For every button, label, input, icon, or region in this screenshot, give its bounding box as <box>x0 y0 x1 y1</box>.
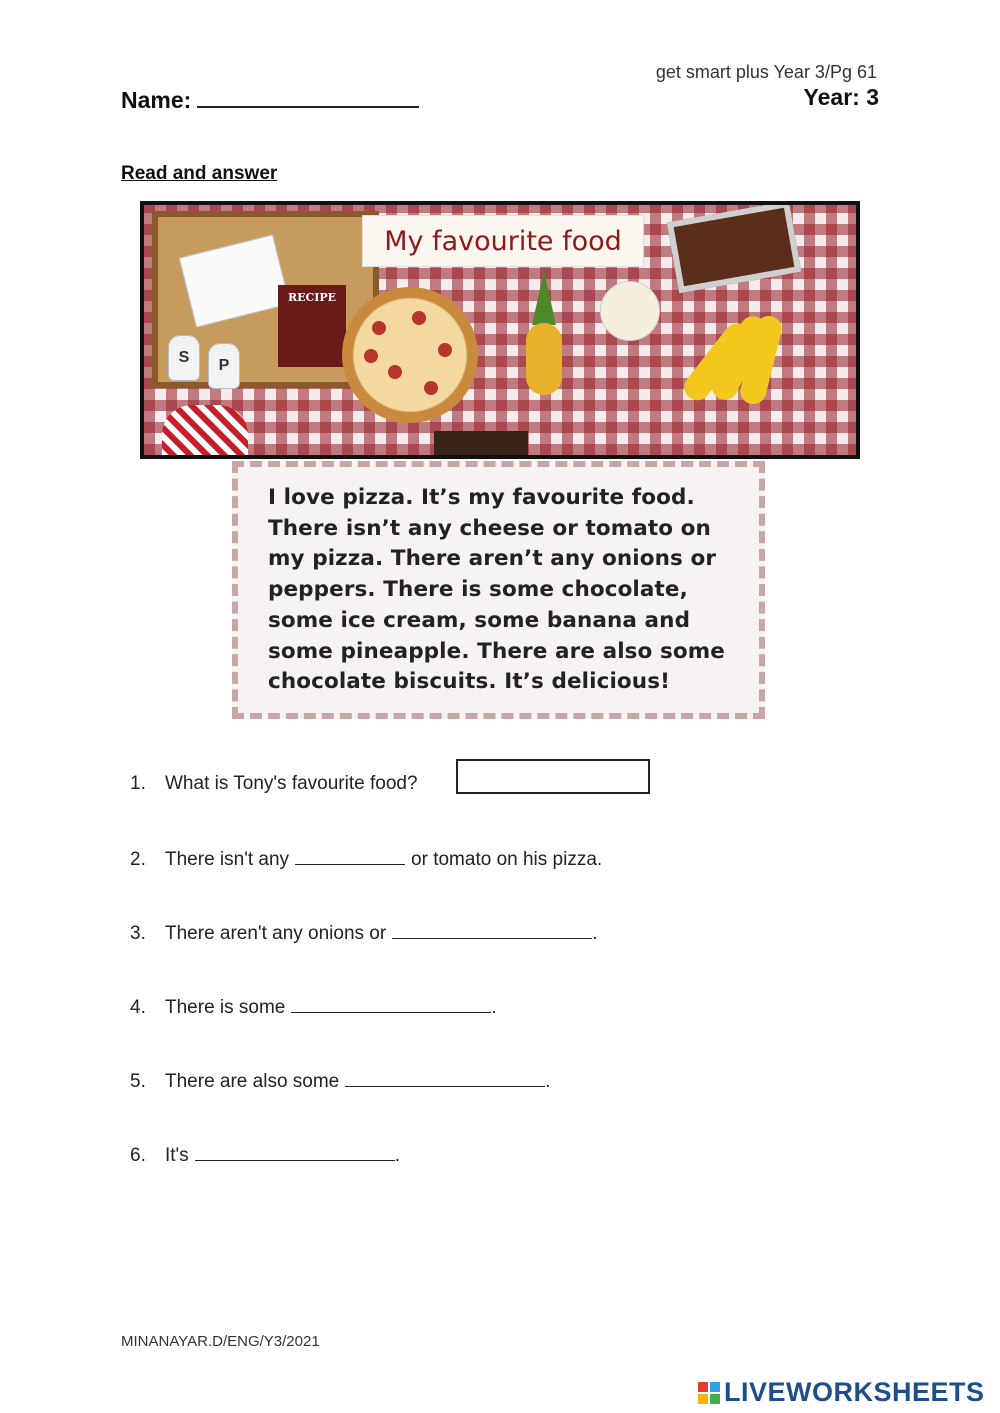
ice-cream-image <box>600 281 660 341</box>
pizza-image <box>342 287 478 423</box>
answer-blank-6[interactable] <box>195 1144 395 1161</box>
logo-square <box>698 1382 708 1392</box>
question-text-after: . <box>592 923 598 944</box>
name-label-group <box>121 84 419 114</box>
answer-input-1[interactable] <box>456 759 650 794</box>
year-label: Year: 3 <box>803 84 879 110</box>
name-year-row <box>121 84 879 114</box>
passage-line: my pizza. There aren’t any onions or <box>268 546 717 572</box>
question-text: There aren't any onions or <box>165 923 387 944</box>
question-text-after: . <box>491 997 497 1018</box>
logo-square <box>710 1382 720 1392</box>
answer-blank-4[interactable] <box>291 996 491 1013</box>
pineapple-leaves <box>532 271 556 325</box>
food-banner-image <box>140 201 860 459</box>
question-3 <box>130 922 597 945</box>
footer-code: MINANAYAR.D/ENG/Y3/2021 <box>121 1333 320 1350</box>
question-5 <box>130 1070 551 1093</box>
question-number: 6. <box>130 1145 146 1166</box>
question-text: It's <box>165 1145 189 1166</box>
question-number: 3. <box>130 923 146 944</box>
oven-mitt-image <box>162 405 248 459</box>
question-text-after: or tomato on his pizza. <box>411 849 603 870</box>
question-text: There is some <box>165 997 286 1018</box>
question-text: There are also some <box>165 1071 340 1092</box>
logo-square <box>710 1394 720 1404</box>
pineapple-image <box>526 323 562 395</box>
name-blank-line <box>197 84 419 108</box>
question-number: 2. <box>130 849 146 870</box>
recipe-cards <box>179 234 291 327</box>
question-4 <box>130 996 497 1019</box>
passage-line: chocolate biscuits. It’s delicious! <box>268 669 670 695</box>
question-text-after: . <box>545 1071 551 1092</box>
question-1 <box>130 773 418 795</box>
answer-blank-2[interactable] <box>295 848 405 865</box>
passage-line: I love pizza. It’s my favourite food. <box>268 485 695 510</box>
name-label: Name: <box>121 87 192 113</box>
passage-line: There isn’t any cheese or tomato on <box>268 515 711 541</box>
pepperoni <box>364 349 378 363</box>
question-text: What is Tony's favourite food? <box>165 773 418 794</box>
question-text-after: . <box>394 1145 400 1166</box>
pepper-shaker: P <box>208 343 240 389</box>
liveworksheets-logo[interactable] <box>698 1377 985 1408</box>
liveworksheets-logo-icon <box>698 1382 720 1404</box>
answer-blank-5[interactable] <box>345 1070 545 1087</box>
question-text: There isn't any <box>165 849 290 870</box>
pepperoni <box>388 365 402 379</box>
pepperoni <box>372 321 386 335</box>
logo-text: LIVEWORKSHEETS <box>724 1377 985 1407</box>
chocolate-biscuits-image <box>434 431 528 457</box>
chocolate-bar-image <box>667 201 802 293</box>
reading-passage <box>232 461 765 719</box>
pepperoni <box>438 343 452 357</box>
question-6 <box>130 1144 400 1167</box>
source-reference: get smart plus Year 3/Pg 61 <box>655 62 877 82</box>
passage-line: some pineapple. There are also some <box>268 638 725 664</box>
section-title: Read and answer <box>121 163 278 184</box>
question-2 <box>130 848 602 871</box>
salt-shaker: S <box>168 335 200 381</box>
passage-line: some ice cream, some banana and <box>268 607 691 633</box>
question-number: 4. <box>130 997 146 1018</box>
question-number: 1. <box>130 773 146 794</box>
passage-line: peppers. There is some chocolate, <box>268 577 688 603</box>
pepperoni <box>412 311 426 325</box>
logo-square <box>698 1394 708 1404</box>
pepperoni <box>424 381 438 395</box>
recipe-book: RECIPE <box>278 285 346 367</box>
answer-blank-3[interactable] <box>392 922 592 939</box>
question-number: 5. <box>130 1071 146 1092</box>
banner-title: My favourite food <box>362 215 644 267</box>
